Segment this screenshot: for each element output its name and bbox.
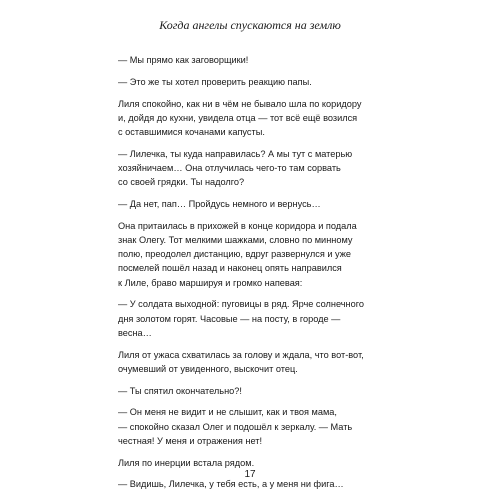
page-number: 17 [244, 469, 256, 480]
paragraph: — Мы прямо как заговорщики! [118, 55, 249, 65]
paragraph: — Он меня не видит и не слышит, как и твоя мама, — спокойно сказал Олег и подошёл к зеркалу. — Мать честная! У меня и отражения нет! [118, 407, 353, 446]
running-head: Когда ангелы спускаются на землю [159, 18, 341, 32]
paragraph: Лиля от ужаса схватилась за голову и ждала, что вот-вот, очумевший от увиденного, выскочит отец. [118, 349, 364, 374]
paragraph: — Ты спятил окончательно?! [118, 385, 242, 396]
paragraph: — Это же ты хотел проверить реакцию папы. [118, 76, 312, 87]
paragraph: — У солдата выходной: пуговицы в ряд. Ярче солнечного дня золотом горят. Часовые — на посту, в городе — весна… [118, 299, 364, 338]
paragraph: — Лилечка, ты куда направилась? А мы тут с матерью хозяйничаем… Она отлучилась чего-то там сорвать со своей грядки. Ты надолго? [118, 148, 353, 188]
paragraph: — Видишь, Лилечка, у тебя есть, а у меня ни фига… [118, 479, 344, 490]
body-text [118, 53, 390, 499]
paragraph: Лиля спокойно, как ни в чём не бывало шла по коридору и, дойдя до кухни, увидела отца — тот всё ещё возился с оставшимися кочанами капусты. [118, 98, 362, 137]
paragraph: Лиля по инерции встала рядом. [118, 457, 255, 468]
paragraph: — Да нет, пап… Пройдусь немного и вернусь… [118, 199, 321, 209]
paragraph: Она притаилась в прихожей в конце коридора и подала знак Олегу. Тот мелкими шажками, словно по минному полю, преодолел дистанцию, вдруг развернулся и уже посмелей пошёл назад и наконец опять направился к Лиле, браво маршируя и громко напевая: [118, 220, 357, 288]
